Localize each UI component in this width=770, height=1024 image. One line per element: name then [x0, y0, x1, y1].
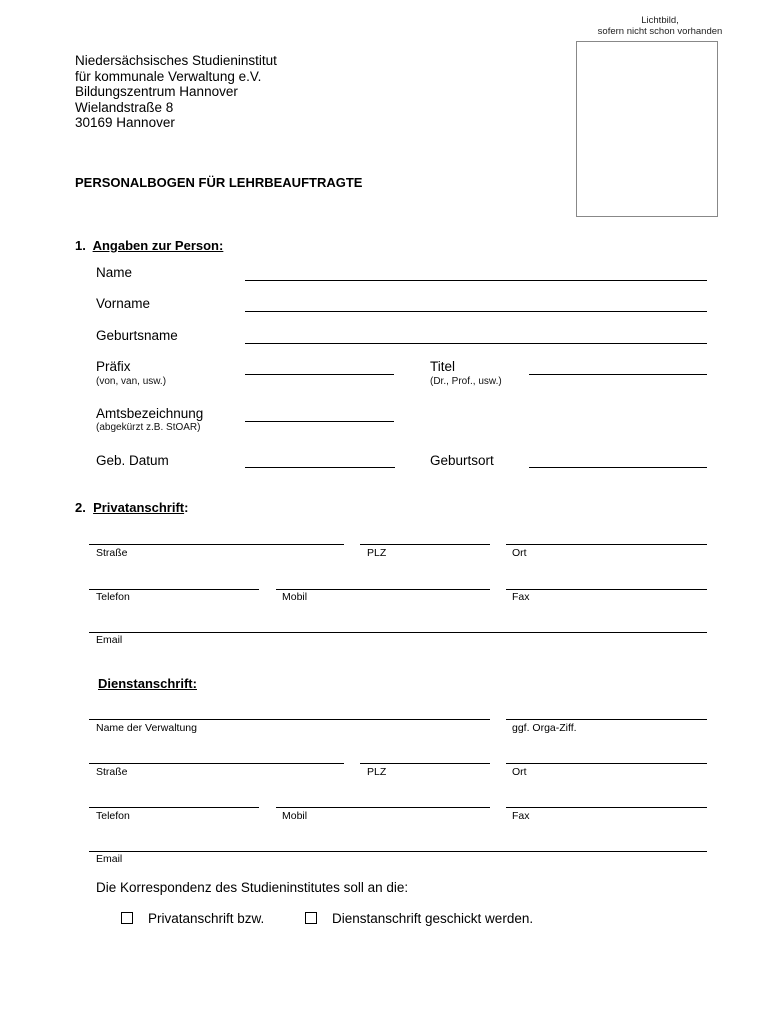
privat-strasse-label: Straße [96, 547, 128, 559]
amtsbezeichnung-hint: (abgekürzt z.B. StOAR) [96, 422, 201, 433]
privat-ort-field[interactable] [506, 544, 707, 545]
praefix-hint: (von, van, usw.) [96, 376, 167, 387]
privat-email-field[interactable] [89, 632, 707, 633]
praefix-field[interactable] [245, 374, 394, 375]
dienst-email-label: Email [96, 853, 123, 865]
dienst-strasse-field[interactable] [89, 763, 344, 764]
amtsbezeichnung-field[interactable] [245, 421, 394, 422]
form-title: PERSONALBOGEN FÜR LEHRBEAUFTRAGTE [75, 175, 363, 190]
dienst-orga-field[interactable] [506, 719, 707, 720]
dienst-title: Dienstanschrift: [98, 676, 197, 691]
privat-fax-label: Fax [512, 591, 530, 603]
geb-datum-label: Geb. Datum [96, 453, 169, 468]
dienst-strasse-label: Straße [96, 766, 128, 778]
dienst-fax-field[interactable] [506, 807, 707, 808]
section2-title: Privatanschrift [93, 500, 185, 515]
dienst-email-field[interactable] [89, 851, 707, 852]
privat-plz-label: PLZ [367, 547, 387, 559]
privat-mobil-label: Mobil [282, 591, 308, 603]
dienst-telefon-field[interactable] [89, 807, 259, 808]
dienstanschrift-option-label: Dienstanschrift geschickt werden. [332, 911, 534, 926]
address-line4: Wielandstraße 8 [75, 99, 174, 115]
dienst-plz-field[interactable] [360, 763, 490, 764]
address-line3: Bildungszentrum Hannover [75, 84, 238, 99]
dienst-verwaltung-field[interactable] [89, 719, 490, 720]
dienst-ort-label: Ort [512, 766, 527, 778]
geburtsname-field[interactable] [245, 343, 707, 344]
dienst-telefon-label: Telefon [96, 810, 130, 822]
section1-heading [75, 238, 223, 253]
titel-field[interactable] [529, 374, 707, 375]
photo-note-line1: Lichtbild, [641, 15, 679, 26]
dienst-mobil-field[interactable] [276, 807, 490, 808]
geburtsort-label: Geburtsort [430, 453, 494, 468]
privat-mobil-field[interactable] [276, 589, 490, 590]
section1-number: 1. [75, 238, 86, 253]
privatanschrift-option-label: Privatanschrift bzw. [148, 911, 265, 926]
dienstanschrift-checkbox[interactable] [305, 912, 317, 924]
privat-strasse-field[interactable] [89, 544, 344, 545]
address-line2: für kommunale Verwaltung e.V. [75, 68, 262, 84]
vorname-label: Vorname [96, 296, 151, 311]
dienst-fax-label: Fax [512, 810, 530, 822]
privat-email-label: Email [96, 634, 123, 646]
privat-fax-field[interactable] [506, 589, 707, 590]
privat-plz-field[interactable] [360, 544, 490, 545]
section2-heading [75, 500, 188, 515]
name-label: Name [96, 265, 133, 280]
privatanschrift-checkbox[interactable] [121, 912, 133, 924]
titel-hint: (Dr., Prof., usw.) [430, 376, 502, 387]
photo-note-line2: sofern nicht schon vorhanden [597, 26, 723, 37]
amtsbezeichnung-label: Amtsbezeichnung [96, 406, 204, 421]
privat-telefon-field[interactable] [89, 589, 259, 590]
dienst-heading [98, 676, 197, 691]
privat-ort-label: Ort [512, 547, 527, 559]
dienst-verwaltung-label: Name der Verwaltung [96, 722, 197, 734]
titel-label: Titel [430, 359, 456, 374]
institute-address [75, 53, 277, 131]
privat-telefon-label: Telefon [96, 591, 130, 603]
section2-number: 2. [75, 500, 86, 515]
dienst-ort-field[interactable] [506, 763, 707, 764]
section1-title: Angaben zur Person: [92, 238, 224, 253]
section2-colon: : [184, 500, 189, 515]
photo-note [560, 15, 760, 37]
geb-datum-field[interactable] [245, 467, 395, 468]
dienst-mobil-label: Mobil [282, 810, 308, 822]
dienst-orga-label: ggf. Orga-Ziff. [512, 722, 577, 734]
dienst-plz-label: PLZ [367, 766, 387, 778]
geburtsort-field[interactable] [529, 467, 707, 468]
name-field[interactable] [245, 280, 707, 281]
photo-box[interactable] [576, 41, 718, 217]
correspondence-question: Die Korrespondenz des Studieninstitutes soll an die: [96, 880, 409, 895]
address-line1: Niedersächsisches Studieninstitut [75, 53, 277, 68]
address-line5: 30169 Hannover [75, 115, 175, 130]
vorname-field[interactable] [245, 311, 707, 312]
geburtsname-label: Geburtsname [96, 328, 178, 343]
praefix-label: Präfix [96, 359, 131, 374]
